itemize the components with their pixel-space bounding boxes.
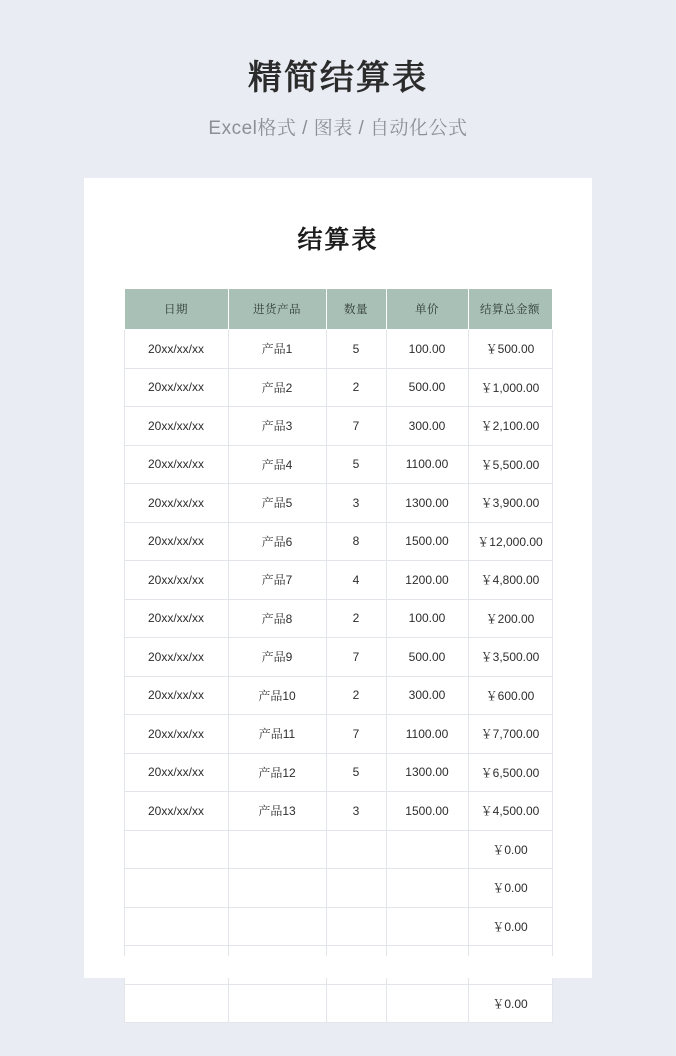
cell-price[interactable]: 1100.00 xyxy=(386,445,468,484)
settlement-table xyxy=(124,288,553,1023)
cell-product[interactable]: 产品4 xyxy=(228,445,326,484)
cell-product[interactable]: 产品13 xyxy=(228,792,326,831)
table-row xyxy=(124,753,552,792)
cell-date[interactable]: 20xx/xx/xx xyxy=(124,407,228,446)
cell-qty[interactable]: 2 xyxy=(326,368,386,407)
column-header-product: 进货产品 xyxy=(228,289,326,330)
cell-qty[interactable]: 3 xyxy=(326,484,386,523)
cell-date[interactable]: 20xx/xx/xx xyxy=(124,368,228,407)
table-row xyxy=(124,561,552,600)
cell-date[interactable] xyxy=(124,984,228,1023)
cell-price[interactable]: 1500.00 xyxy=(386,792,468,831)
cell-product[interactable]: 产品6 xyxy=(228,522,326,561)
cell-qty[interactable]: 7 xyxy=(326,638,386,677)
table-header-row xyxy=(124,289,552,330)
cell-product[interactable]: 产品8 xyxy=(228,599,326,638)
table-row xyxy=(124,715,552,754)
sheet-title: 结算表 xyxy=(297,226,379,254)
table-row xyxy=(124,869,552,908)
table-row xyxy=(124,599,552,638)
column-header-total: 结算总金额 xyxy=(468,289,552,330)
table-row xyxy=(124,484,552,523)
cell-qty[interactable]: 3 xyxy=(326,792,386,831)
cell-product[interactable]: 产品5 xyxy=(228,484,326,523)
cell-date[interactable]: 20xx/xx/xx xyxy=(124,445,228,484)
cell-product[interactable]: 产品7 xyxy=(228,561,326,600)
column-header-date: 日期 xyxy=(124,289,228,330)
column-header-price: 单价 xyxy=(386,289,468,330)
cell-date[interactable]: 20xx/xx/xx xyxy=(124,638,228,677)
cell-product[interactable]: 产品1 xyxy=(228,330,326,369)
cell-total[interactable]: ￥0.00 xyxy=(468,907,552,946)
cell-price[interactable]: 1300.00 xyxy=(386,753,468,792)
cell-total[interactable]: ￥12,000.00 xyxy=(468,522,552,561)
cell-total[interactable]: ￥3,900.00 xyxy=(468,484,552,523)
cell-total[interactable]: ￥5,500.00 xyxy=(468,445,552,484)
column-header-qty: 数量 xyxy=(326,289,386,330)
page-subtitle: Excel格式 / 图表 / 自动化公式 xyxy=(208,117,468,139)
table-row xyxy=(124,407,552,446)
table-header xyxy=(124,289,552,330)
table-row xyxy=(124,330,552,369)
cell-price[interactable] xyxy=(386,830,468,869)
cell-date[interactable] xyxy=(124,830,228,869)
cell-price[interactable]: 1300.00 xyxy=(386,484,468,523)
table-row xyxy=(124,830,552,869)
cell-total[interactable]: ￥4,500.00 xyxy=(468,792,552,831)
cell-total[interactable]: ￥3,500.00 xyxy=(468,638,552,677)
cell-product[interactable] xyxy=(228,907,326,946)
cell-price[interactable]: 500.00 xyxy=(386,368,468,407)
cell-price[interactable]: 500.00 xyxy=(386,638,468,677)
page-title: 精简结算表 xyxy=(248,59,428,97)
cell-date[interactable]: 20xx/xx/xx xyxy=(124,522,228,561)
cell-product[interactable]: 产品12 xyxy=(228,753,326,792)
cell-date[interactable]: 20xx/xx/xx xyxy=(124,676,228,715)
sheet-bottom-fade xyxy=(84,956,592,978)
cell-product[interactable]: 产品11 xyxy=(228,715,326,754)
cell-date[interactable]: 20xx/xx/xx xyxy=(124,715,228,754)
table-row xyxy=(124,445,552,484)
cell-qty[interactable] xyxy=(326,984,386,1023)
cell-total[interactable]: ￥200.00 xyxy=(468,599,552,638)
cell-qty[interactable]: 2 xyxy=(326,676,386,715)
table-row xyxy=(124,638,552,677)
cell-total[interactable]: ￥4,800.00 xyxy=(468,561,552,600)
cell-price[interactable] xyxy=(386,907,468,946)
table-row xyxy=(124,368,552,407)
cell-price[interactable] xyxy=(386,984,468,1023)
cell-total[interactable]: ￥0.00 xyxy=(468,830,552,869)
cell-price[interactable]: 1200.00 xyxy=(386,561,468,600)
cell-product[interactable] xyxy=(228,869,326,908)
cell-qty[interactable]: 7 xyxy=(326,715,386,754)
table-row xyxy=(124,522,552,561)
table-row xyxy=(124,907,552,946)
cell-date[interactable]: 20xx/xx/xx xyxy=(124,599,228,638)
cell-total[interactable]: ￥1,000.00 xyxy=(468,368,552,407)
cell-date[interactable]: 20xx/xx/xx xyxy=(124,330,228,369)
table-row xyxy=(124,792,552,831)
cell-qty[interactable]: 5 xyxy=(326,753,386,792)
cell-price[interactable]: 100.00 xyxy=(386,599,468,638)
cell-price[interactable]: 1500.00 xyxy=(386,522,468,561)
cell-total[interactable]: ￥2,100.00 xyxy=(468,407,552,446)
cell-date[interactable] xyxy=(124,907,228,946)
cell-total[interactable]: ￥6,500.00 xyxy=(468,753,552,792)
cell-date[interactable]: 20xx/xx/xx xyxy=(124,792,228,831)
cell-date[interactable] xyxy=(124,869,228,908)
table-row xyxy=(124,984,552,1023)
cell-qty[interactable]: 5 xyxy=(326,330,386,369)
cell-product[interactable] xyxy=(228,984,326,1023)
cell-price[interactable]: 1100.00 xyxy=(386,715,468,754)
cell-price[interactable]: 300.00 xyxy=(386,676,468,715)
cell-date[interactable]: 20xx/xx/xx xyxy=(124,753,228,792)
cell-qty[interactable]: 8 xyxy=(326,522,386,561)
cell-total[interactable]: ￥7,700.00 xyxy=(468,715,552,754)
poster-header xyxy=(0,0,676,140)
cell-price[interactable] xyxy=(386,869,468,908)
cell-total[interactable]: ￥600.00 xyxy=(468,676,552,715)
cell-product[interactable] xyxy=(228,830,326,869)
table-row xyxy=(124,676,552,715)
spreadsheet-preview xyxy=(84,178,592,1011)
cell-qty[interactable] xyxy=(326,869,386,908)
cell-total[interactable]: ￥0.00 xyxy=(468,984,552,1023)
cell-total[interactable]: ￥500.00 xyxy=(468,330,552,369)
cell-total[interactable]: ￥0.00 xyxy=(468,869,552,908)
cell-qty[interactable]: 4 xyxy=(326,561,386,600)
cell-product[interactable]: 产品10 xyxy=(228,676,326,715)
cell-qty[interactable]: 7 xyxy=(326,407,386,446)
cell-date[interactable]: 20xx/xx/xx xyxy=(124,484,228,523)
cell-product[interactable]: 产品3 xyxy=(228,407,326,446)
cell-price[interactable]: 300.00 xyxy=(386,407,468,446)
cell-qty[interactable]: 2 xyxy=(326,599,386,638)
cell-price[interactable]: 100.00 xyxy=(386,330,468,369)
cell-qty[interactable] xyxy=(326,907,386,946)
table-body xyxy=(124,330,552,1023)
cell-product[interactable]: 产品9 xyxy=(228,638,326,677)
cell-qty[interactable] xyxy=(326,830,386,869)
cell-date[interactable]: 20xx/xx/xx xyxy=(124,561,228,600)
cell-qty[interactable]: 5 xyxy=(326,445,386,484)
cell-product[interactable]: 产品2 xyxy=(228,368,326,407)
